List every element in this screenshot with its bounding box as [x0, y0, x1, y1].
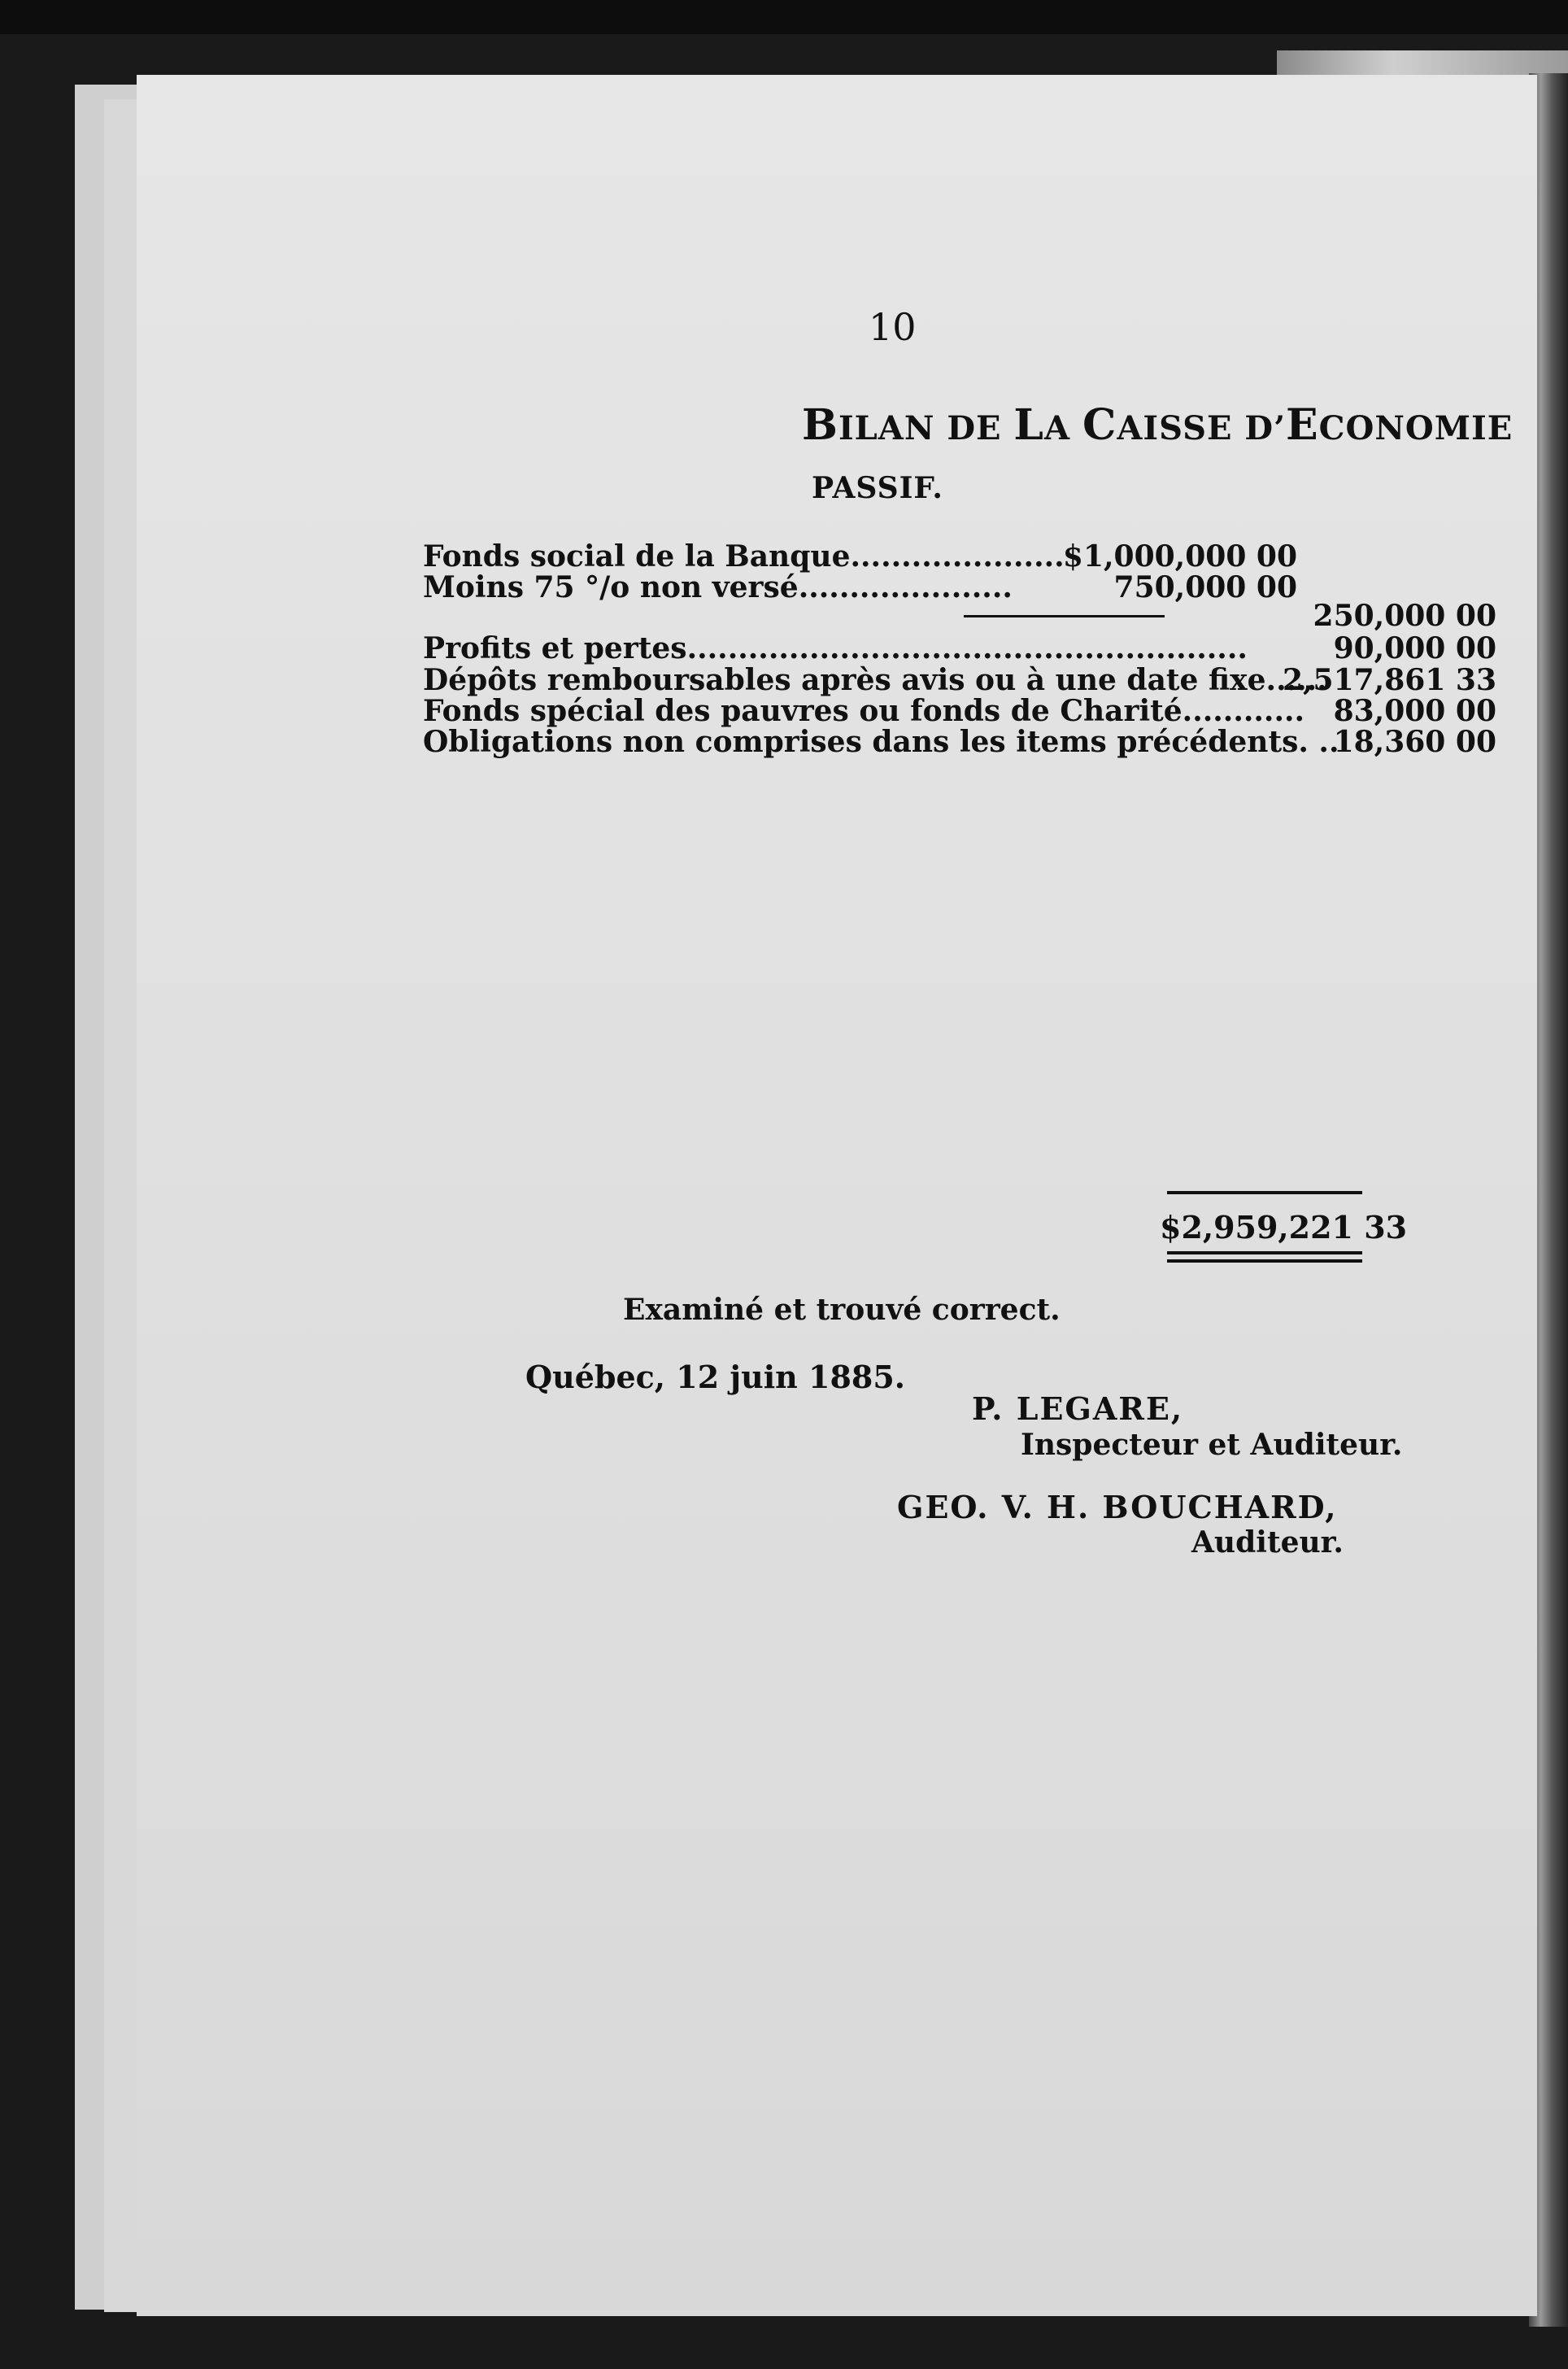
signatory-title: Inspecteur et Auditeur.	[1021, 1428, 1403, 1462]
row-label: Fonds spécial des pauvres ou fonds de Charité............	[423, 694, 1305, 728]
ledger-row	[423, 695, 1496, 727]
title-smallcaps: ILAN DE	[838, 409, 1014, 447]
place-date: Québec, 12 juin 1885.	[525, 1359, 906, 1395]
row-label: Fonds social de la Banque.....................	[423, 539, 1065, 574]
ledger-row	[423, 632, 1496, 665]
title-cap: L	[1013, 400, 1044, 450]
row-amount-outer: 250,000 00	[1313, 599, 1496, 633]
row-amount-inner: $1,000,000 00	[1062, 539, 1297, 574]
row-label: Profits et pertes.......................................................	[423, 631, 1248, 665]
total-double-rule	[1167, 1259, 1362, 1263]
ledger-row	[423, 664, 1496, 696]
row-amount-outer: 83,000 00	[1333, 694, 1496, 728]
row-amount-inner: 750,000 00	[1113, 570, 1297, 604]
signatory-name: GEO. V. H. BOUCHARD,	[897, 1489, 1338, 1525]
total-top-rule	[1167, 1191, 1362, 1194]
total-double-rule	[1167, 1251, 1362, 1254]
signatory-name: P. LEGARE,	[972, 1390, 1184, 1427]
title-cap: B	[802, 400, 838, 450]
page-number: 10	[869, 305, 917, 349]
grand-total: $2,959,221 33	[1160, 1209, 1408, 1246]
row-label: Moins 75 °/o non versé.....................	[423, 570, 1013, 604]
ledger-row	[423, 726, 1496, 758]
examined-statement: Examiné et trouvé correct.	[623, 1293, 1061, 1327]
row-amount-outer: 18,360 00	[1333, 725, 1496, 759]
title-smallcaps: A	[1043, 409, 1082, 447]
page-title	[802, 400, 1513, 450]
title-smallcaps: CONOMIE	[1318, 409, 1514, 447]
row-label: Dépôts remboursables après avis ou à une date fixe......	[423, 663, 1327, 697]
row-label: Obligations non comprises dans les items précédents. ..	[423, 725, 1339, 759]
ledger-row	[423, 600, 1496, 632]
row-amount-outer: 90,000 00	[1333, 631, 1496, 665]
title-cap: C	[1082, 400, 1117, 450]
row-amount-outer: 2,517,861 33	[1282, 663, 1496, 697]
ledger-row	[423, 540, 1496, 573]
section-heading: PASSIF.	[812, 471, 943, 505]
signatory-title: Auditeur.	[1191, 1525, 1344, 1560]
scan-top-border	[0, 0, 1568, 34]
title-cap: E	[1286, 400, 1319, 450]
document-page	[137, 75, 1537, 2316]
title-smallcaps: AISSE D’	[1117, 409, 1287, 447]
